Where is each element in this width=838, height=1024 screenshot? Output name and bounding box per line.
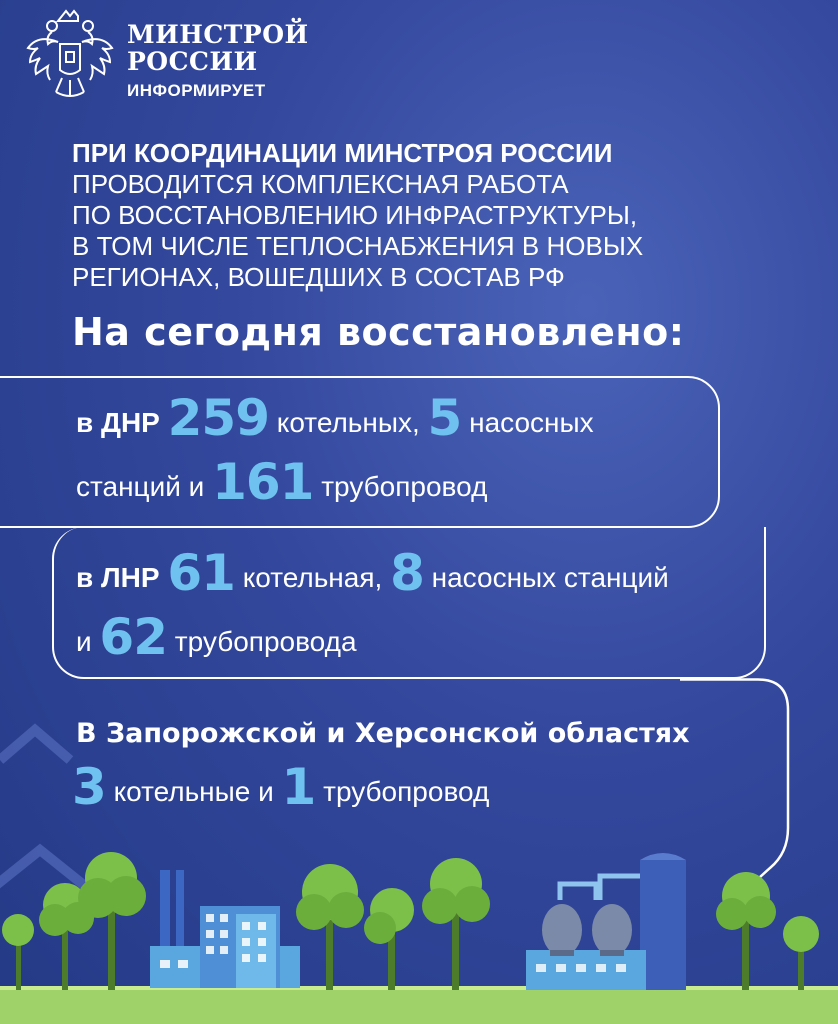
- dnr-row-1: [76, 389, 594, 447]
- zk-pipes-value: 1: [281, 758, 316, 816]
- lnr-pipes-label: трубопровода: [174, 626, 357, 657]
- zk-heading: В Запорожской и Херсонской областях: [76, 718, 690, 749]
- dnr-pipes-label: трубопровод: [321, 471, 488, 502]
- intro-line-2: ПРОВОДИТСЯ КОМПЛЕКСНАЯ РАБОТА: [72, 169, 569, 199]
- lnr-prefix: в ЛНР: [76, 562, 160, 593]
- lnr-pumps-value: 8: [390, 544, 424, 602]
- today-heading: На сегодня восстановлено:: [72, 310, 685, 354]
- dnr-boilers-label: котельных,: [276, 407, 420, 438]
- intro-line-5: РЕГИОНАХ, ВОШЕДШИХ В СОСТАВ РФ: [72, 262, 565, 292]
- lnr-boilers-value: 61: [167, 544, 235, 602]
- intro-line-3: ПО ВОССТАНОВЛЕНИЮ ИНФРАСТРУКТУРЫ,: [72, 200, 638, 230]
- dnr-pumps-value: 5: [427, 389, 462, 447]
- dnr-pumps-label-2: станций и: [76, 471, 205, 502]
- lnr-and: и: [76, 626, 92, 657]
- lnr-pipes-value: 62: [99, 608, 168, 666]
- emblem-icon: [22, 8, 118, 108]
- city-scene: [0, 840, 838, 1024]
- dnr-boilers-value: 259: [167, 389, 269, 447]
- factory-icon: [150, 870, 300, 988]
- zk-row: [72, 758, 490, 816]
- brand-line-2: РОССИИ: [127, 47, 258, 76]
- lnr-boilers-label: котельная,: [242, 562, 383, 593]
- zk-boilers-value: 3: [72, 758, 106, 816]
- brand-line-3: ИНФОРМИРУЕТ: [127, 81, 266, 100]
- boiler-plant-icon: [526, 853, 686, 990]
- lnr-row-2: [76, 608, 357, 666]
- dnr-prefix: в ДНР: [76, 407, 160, 438]
- dnr-row-2: [76, 453, 488, 511]
- zk-pipes-label: трубопровод: [323, 776, 490, 807]
- zk-boilers-label: котельные и: [113, 776, 274, 807]
- intro-line-1: ПРИ КООРДИНАЦИИ МИНСТРОЯ РОССИИ: [72, 138, 613, 168]
- dnr-pumps-label: насосных: [469, 407, 594, 438]
- brand-block: [127, 22, 309, 99]
- lnr-row-1: [76, 544, 669, 602]
- brand-line-1: МИНСТРОЙ: [127, 20, 309, 49]
- lnr-pumps-label: насосных станций: [431, 562, 669, 593]
- intro-text: [72, 138, 792, 293]
- dnr-pipes-value: 161: [212, 453, 314, 511]
- intro-line-4: В ТОМ ЧИСЛЕ ТЕПЛОСНАБЖЕНИЯ В НОВЫХ: [72, 231, 644, 261]
